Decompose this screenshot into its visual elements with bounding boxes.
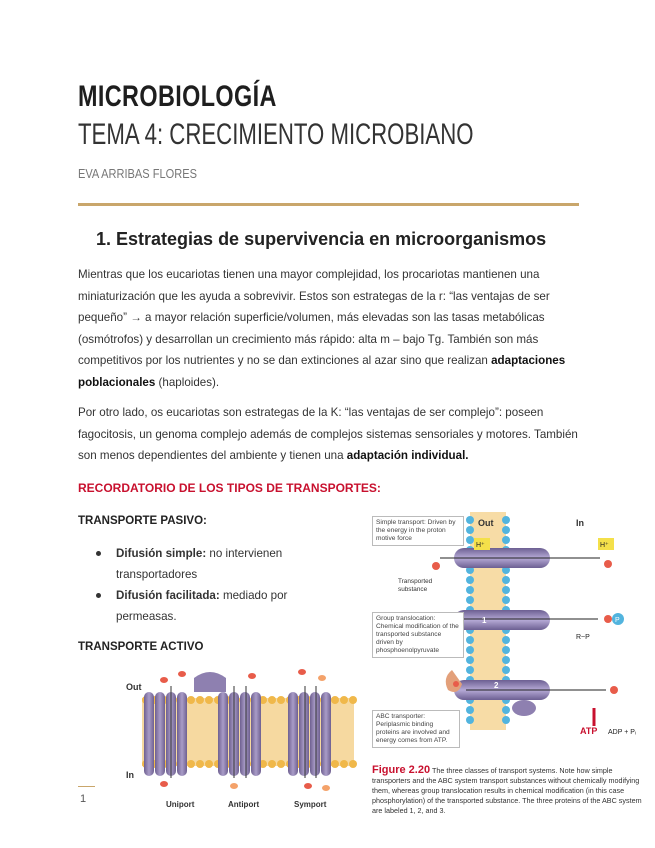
number-one: 1 — [482, 616, 487, 625]
paragraph-1-end: (haploides). — [155, 375, 220, 389]
in-label: In — [126, 770, 134, 780]
right-out-label: Out — [478, 518, 494, 528]
figure-caption-text: The three classes of transport systems. Note how simple transporters and the ABC system transport substances without chemically modifying them, whereas group translocation results in chemical modification (in this case phosphorylation) of the transported substance. The three proteins of the ABC system are labeled 1, 2, and 3. — [372, 766, 642, 815]
group-translocation-box: Group translocation: Chemical modification of the transported substance driven by phosphoenolpyruvate — [372, 612, 464, 658]
page-number: 1 — [80, 793, 87, 805]
figure-number: Figure 2.20 — [372, 764, 431, 776]
atp-label: ATP — [580, 726, 598, 736]
bullet-icon — [96, 593, 101, 598]
list-item-text: no intervienen transportadores — [116, 547, 283, 581]
abc-atpase — [512, 700, 536, 716]
list-item — [96, 543, 336, 585]
transport-types-diagram — [122, 662, 358, 812]
passive-transport-heading: TRANSPORTE PASIVO: — [78, 515, 207, 527]
active-transport-heading: TRANSPORTE ACTIVO — [78, 641, 204, 653]
footer-divider — [78, 786, 95, 787]
author-name: EVA ARRIBAS FLORES — [78, 166, 197, 181]
figure-caption — [372, 765, 644, 816]
h-plus-right: H⁺ — [600, 542, 609, 549]
list-item-bold: Difusión simple: — [116, 547, 207, 560]
binding-protein — [446, 670, 462, 692]
simple-transport-box: Simple transport: Driven by the energy in the proton motive force — [372, 516, 464, 546]
document-subtitle: TEMA 4: CRECIMIENTO MICROBIANO — [78, 118, 474, 151]
section-heading: 1. Estrategias de supervivencia en microorganismos — [96, 229, 547, 249]
header-divider — [78, 203, 579, 206]
right-in-label: In — [576, 518, 584, 528]
h-plus-left: H⁺ — [476, 542, 485, 549]
document-title: MICROBIOLOGÍA — [78, 80, 277, 113]
paragraph-2-text: Por otro lado, os eucariotas son estrategas de la K: “las ventajas de ser complejo”: poseen fagocitosis, un genoma complejo además de complejos sistemas sensoriales y motores. También son menos dependientes del ambiente y tienen una — [78, 406, 578, 462]
symport-label: Symport — [294, 800, 327, 809]
rp-label: R~P — [576, 634, 590, 641]
paragraph-1-text: Mientras que los eucariotas tienen una mayor complejidad, los procariotas mantienen una miniaturización que les ayuda a sobrevivir. Estos son estrategas de la r: “las ventajas de ser pequeño” → a mayor relación superficie/volumen, más elevadas son las tasas metabólicas (osmótrofos) y desarrollan un crecimiento más rápido: alta m – bajo Tg. También son más competitivos por los nutrientes y no se dan extinciones al azar sino que realizan — [78, 268, 550, 367]
passive-list — [96, 543, 336, 627]
out-label: Out — [126, 682, 142, 692]
protein-cap — [194, 672, 226, 692]
antiport-label: Antiport — [228, 800, 260, 809]
abc-transporter-box: ABC transporter: Periplasmic binding proteins are involved and energy comes from ATP. — [372, 710, 460, 748]
number-two: 2 — [494, 681, 499, 690]
transported-substance-label: Transported substance — [398, 578, 433, 593]
number-three: 3 — [566, 705, 571, 714]
bullet-icon — [96, 551, 101, 556]
list-item-bold: Difusión facilitada: — [116, 589, 220, 602]
uniport-label: Uniport — [166, 800, 195, 809]
paragraph-1 — [78, 264, 578, 393]
adp-label: ADP + Pᵢ — [608, 729, 637, 736]
paragraph-1-bold: adaptaciones poblacionales — [78, 354, 566, 389]
group-translocator — [454, 610, 550, 630]
paragraph-2-bold: adaptación individual. — [346, 449, 469, 462]
list-item-text: mediado por permeasas. — [116, 589, 288, 623]
reminder-heading: RECORDATORIO DE LOS TIPOS DE TRANSPORTES: — [78, 481, 381, 495]
phosphate-label: P — [615, 617, 620, 624]
paragraph-2 — [78, 402, 578, 467]
list-item — [96, 585, 336, 627]
